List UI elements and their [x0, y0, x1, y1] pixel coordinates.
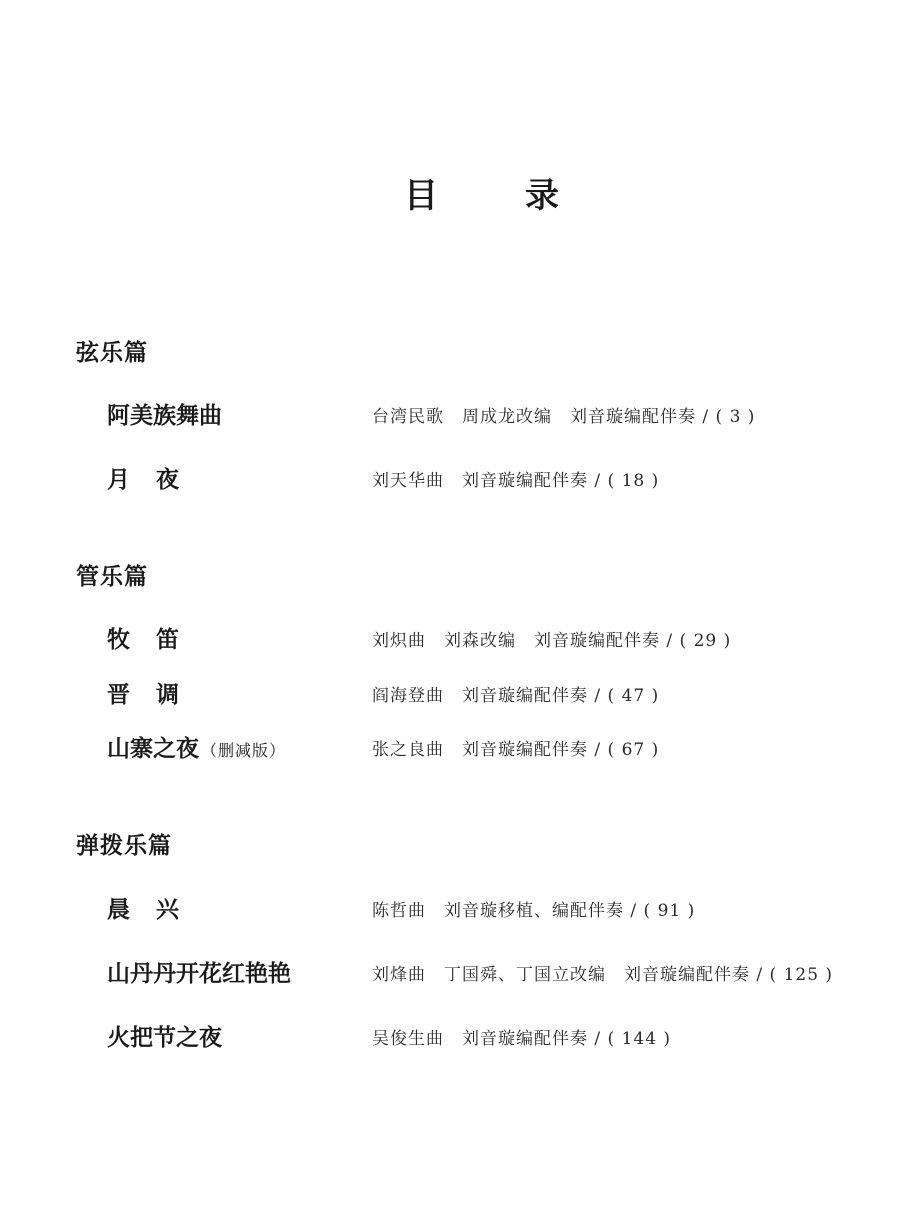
entry-title: 牧笛	[107, 626, 205, 653]
toc-entry[interactable]	[0, 1021, 915, 1055]
section-heading-winds: 管乐篇	[76, 563, 148, 590]
page-title-char-2: 录	[525, 176, 559, 216]
entry-title: 山寨之夜 （删减版）	[107, 735, 287, 762]
toc-entry[interactable]	[0, 893, 915, 927]
section-heading-plucked: 弹拨乐篇	[76, 832, 172, 859]
entry-info: 张之良曲 刘音璇编配伴奏 / ( 67 )	[372, 740, 660, 760]
entry-info: 刘烽曲 丁国舜、丁国立改编 刘音璇编配伴奏 / ( 125 )	[372, 965, 834, 985]
toc-entry[interactable]	[0, 399, 915, 433]
entry-info: 吴俊生曲 刘音璇编配伴奏 / ( 144 )	[372, 1029, 672, 1049]
entry-info: 台湾民歌 周成龙改编 刘音璇编配伴奏 / ( 3 )	[372, 407, 756, 427]
entry-info: 刘天华曲 刘音璇编配伴奏 / ( 18 )	[372, 471, 660, 491]
entry-title: 山丹丹开花红艳艳	[107, 960, 291, 987]
toc-entry[interactable]	[0, 678, 915, 712]
entry-info: 阎海登曲 刘音璇编配伴奏 / ( 47 )	[372, 686, 660, 706]
entry-title-note: （删减版）	[201, 741, 287, 760]
page-title-char-1: 目	[404, 176, 438, 216]
entry-title: 月夜	[107, 466, 205, 493]
toc-entry[interactable]	[0, 623, 915, 657]
toc-entry[interactable]	[0, 732, 915, 766]
section-heading-strings: 弦乐篇	[76, 339, 148, 366]
page-title	[0, 168, 915, 224]
toc-entry[interactable]	[0, 957, 915, 991]
entry-title: 晨兴	[107, 896, 205, 923]
entry-info: 刘炽曲 刘森改编 刘音璇编配伴奏 / ( 29 )	[372, 631, 732, 651]
entry-title: 晋调	[107, 681, 205, 708]
toc-entry[interactable]	[0, 463, 915, 497]
entry-info: 陈哲曲 刘音璇移植、编配伴奏 / ( 91 )	[372, 901, 696, 921]
entry-title: 阿美族舞曲	[107, 402, 222, 429]
entry-title: 火把节之夜	[107, 1024, 222, 1051]
